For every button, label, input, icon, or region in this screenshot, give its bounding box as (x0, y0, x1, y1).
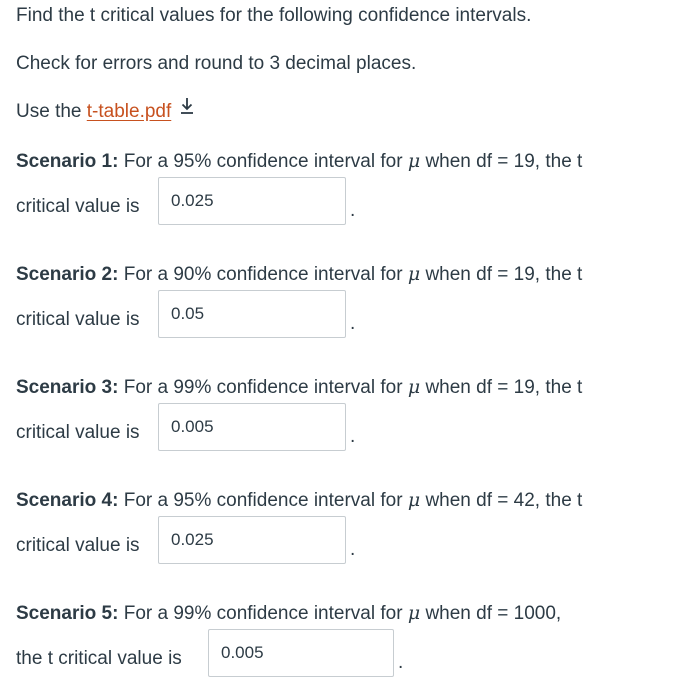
mu-symbol: μ (407, 263, 421, 285)
scenario-3-label: Scenario 3: (16, 377, 119, 398)
scenario-2-text-b: when df = 19, the t (420, 264, 583, 285)
scenario-5-period: . (398, 652, 404, 673)
scenario-3-answer-input[interactable]: 0.005 (158, 403, 346, 451)
mu-symbol: μ (407, 376, 421, 398)
scenario-5-text-a: For a 99% confidence interval for (118, 603, 408, 624)
instruction-line-1: Find the t critical values for the following confidence intervals. (16, 5, 532, 26)
scenario-3-line-2: critical value is (16, 422, 140, 443)
use-the-label: Use the (16, 101, 87, 122)
download-icon[interactable] (179, 97, 195, 122)
table-reference (16, 100, 195, 124)
scenario-5-answer-input[interactable]: 0.005 (208, 629, 394, 677)
mu-symbol: μ (407, 150, 421, 172)
instruction-line-2: Check for errors and round to 3 decimal places. (16, 53, 417, 74)
scenario-2-answer-input[interactable]: 0.05 (158, 290, 346, 338)
scenario-4-text-a: For a 95% confidence interval for (118, 490, 408, 511)
mu-symbol: μ (407, 602, 421, 624)
scenario-1-prompt (16, 149, 582, 174)
scenario-1-text-b: when df = 19, the t (420, 151, 583, 172)
scenario-2-label: Scenario 2: (16, 264, 119, 285)
scenario-1-line-2: critical value is (16, 196, 140, 217)
scenario-3-period: . (350, 426, 356, 447)
scenario-3-text-b: when df = 19, the t (420, 377, 583, 398)
mu-symbol: μ (407, 489, 421, 511)
scenario-4-line-2: critical value is (16, 535, 140, 556)
scenario-2-prompt (16, 262, 582, 287)
scenario-4-answer-input[interactable]: 0.025 (158, 516, 346, 564)
scenario-4-prompt (16, 488, 582, 513)
scenario-1-answer-input[interactable]: 0.025 (158, 177, 346, 225)
scenario-1-text-a: For a 95% confidence interval for (118, 151, 408, 172)
scenario-5-line-2: the t critical value is (16, 648, 182, 669)
scenario-2-period: . (350, 313, 356, 334)
scenario-2-line-2: critical value is (16, 309, 140, 330)
scenario-4-period: . (350, 539, 356, 560)
scenario-4-text-b: when df = 42, the t (420, 490, 583, 511)
t-table-link[interactable]: t-table.pdf (86, 101, 172, 122)
scenario-3-prompt (16, 375, 582, 400)
scenario-1-period: . (350, 200, 356, 221)
scenario-1-label: Scenario 1: (16, 151, 119, 172)
scenario-3-text-a: For a 99% confidence interval for (118, 377, 408, 398)
scenario-5-text-b: when df = 1000, (420, 603, 562, 624)
scenario-2-text-a: For a 90% confidence interval for (118, 264, 408, 285)
scenario-5-label: Scenario 5: (16, 603, 119, 624)
scenario-5-prompt (16, 601, 561, 626)
scenario-4-label: Scenario 4: (16, 490, 119, 511)
